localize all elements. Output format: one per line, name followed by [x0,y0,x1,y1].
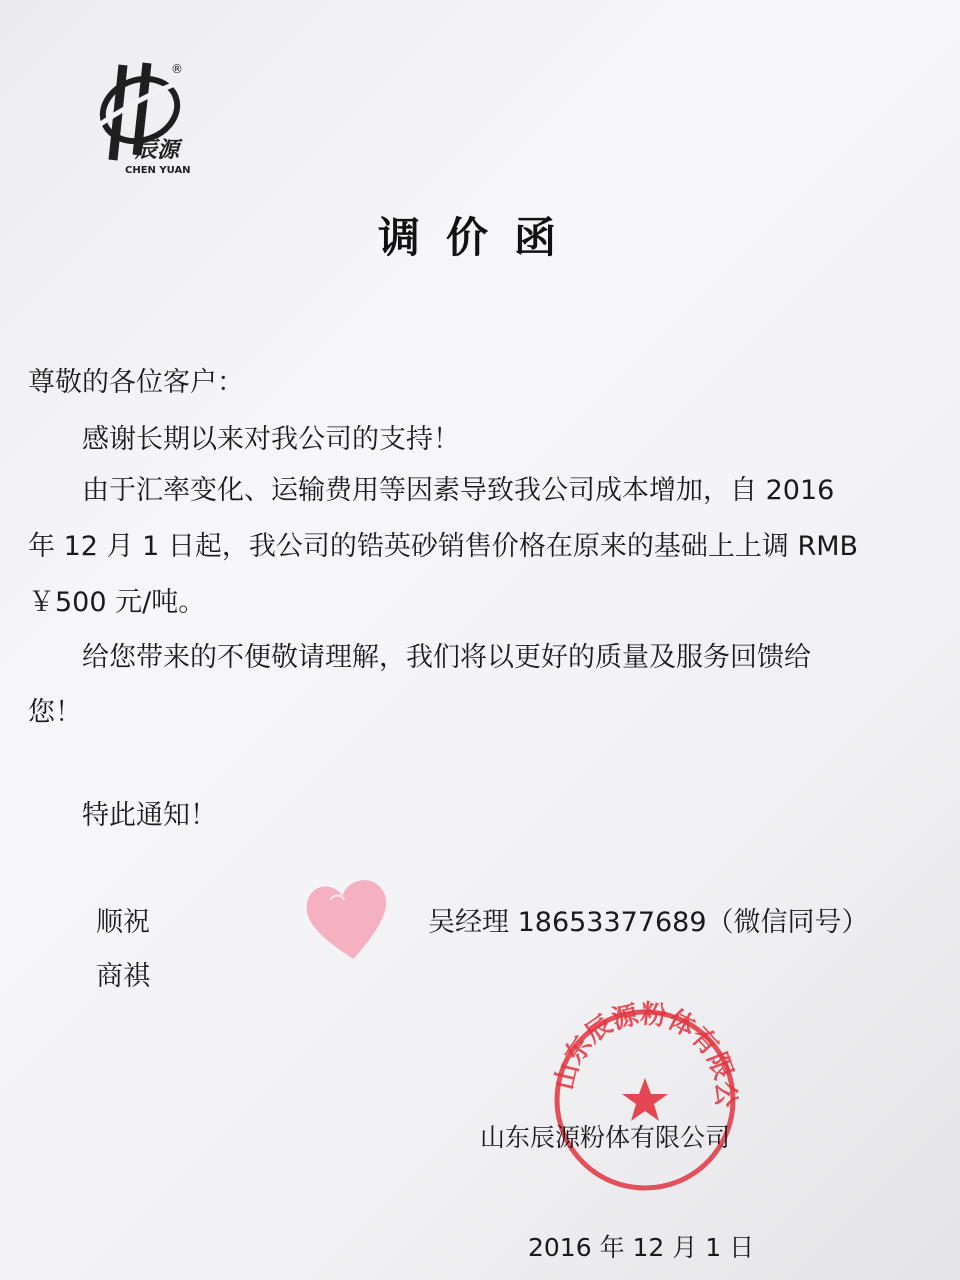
letter-title: 调价函 [377,213,582,262]
paragraph-apology-line-1: 给您带来的不便敬请理解，我们将以更好的质量及服务回馈给 [82,642,811,673]
company-seal [545,1000,745,1200]
svg-text:山东辰源粉体有限公司: 山东辰源粉体有限公 [549,1000,741,1108]
paragraph-thanks: 感谢长期以来对我公司的支持！ [82,424,460,455]
heart-icon [300,870,415,970]
company-logo [85,55,215,180]
closing-regards: 商祺 [96,961,150,992]
closing-wish: 顺祝 [96,907,150,938]
company-signature: 山东辰源粉体有限公司 [480,1123,731,1152]
salutation: 尊敬的各位客户： [28,367,244,398]
contact-line: 吴经理 18653377689（微信同号） [428,907,869,938]
svg-text:辰源: 辰源 [135,138,180,163]
svg-text:®: ® [171,62,183,76]
logo-mark-icon [85,55,215,180]
svg-text:CHEN YUAN: CHEN YUAN [125,165,191,176]
paragraph-price-line-2: 年 12 月 1 日起，我公司的锆英砂销售价格在原来的基础上上调 RMB [28,531,859,562]
paragraph-price-line-3: ￥500 元/吨。 [28,587,206,618]
letter-date: 2016 年 12 月 1 日 [528,1233,755,1262]
paragraph-apology-line-2: 您！ [28,697,82,728]
notice-text: 特此通知！ [82,800,217,831]
paragraph-price-line-1: 由于汇率变化、运输费用等因素导致我公司成本增加，自 2016 [82,475,835,506]
